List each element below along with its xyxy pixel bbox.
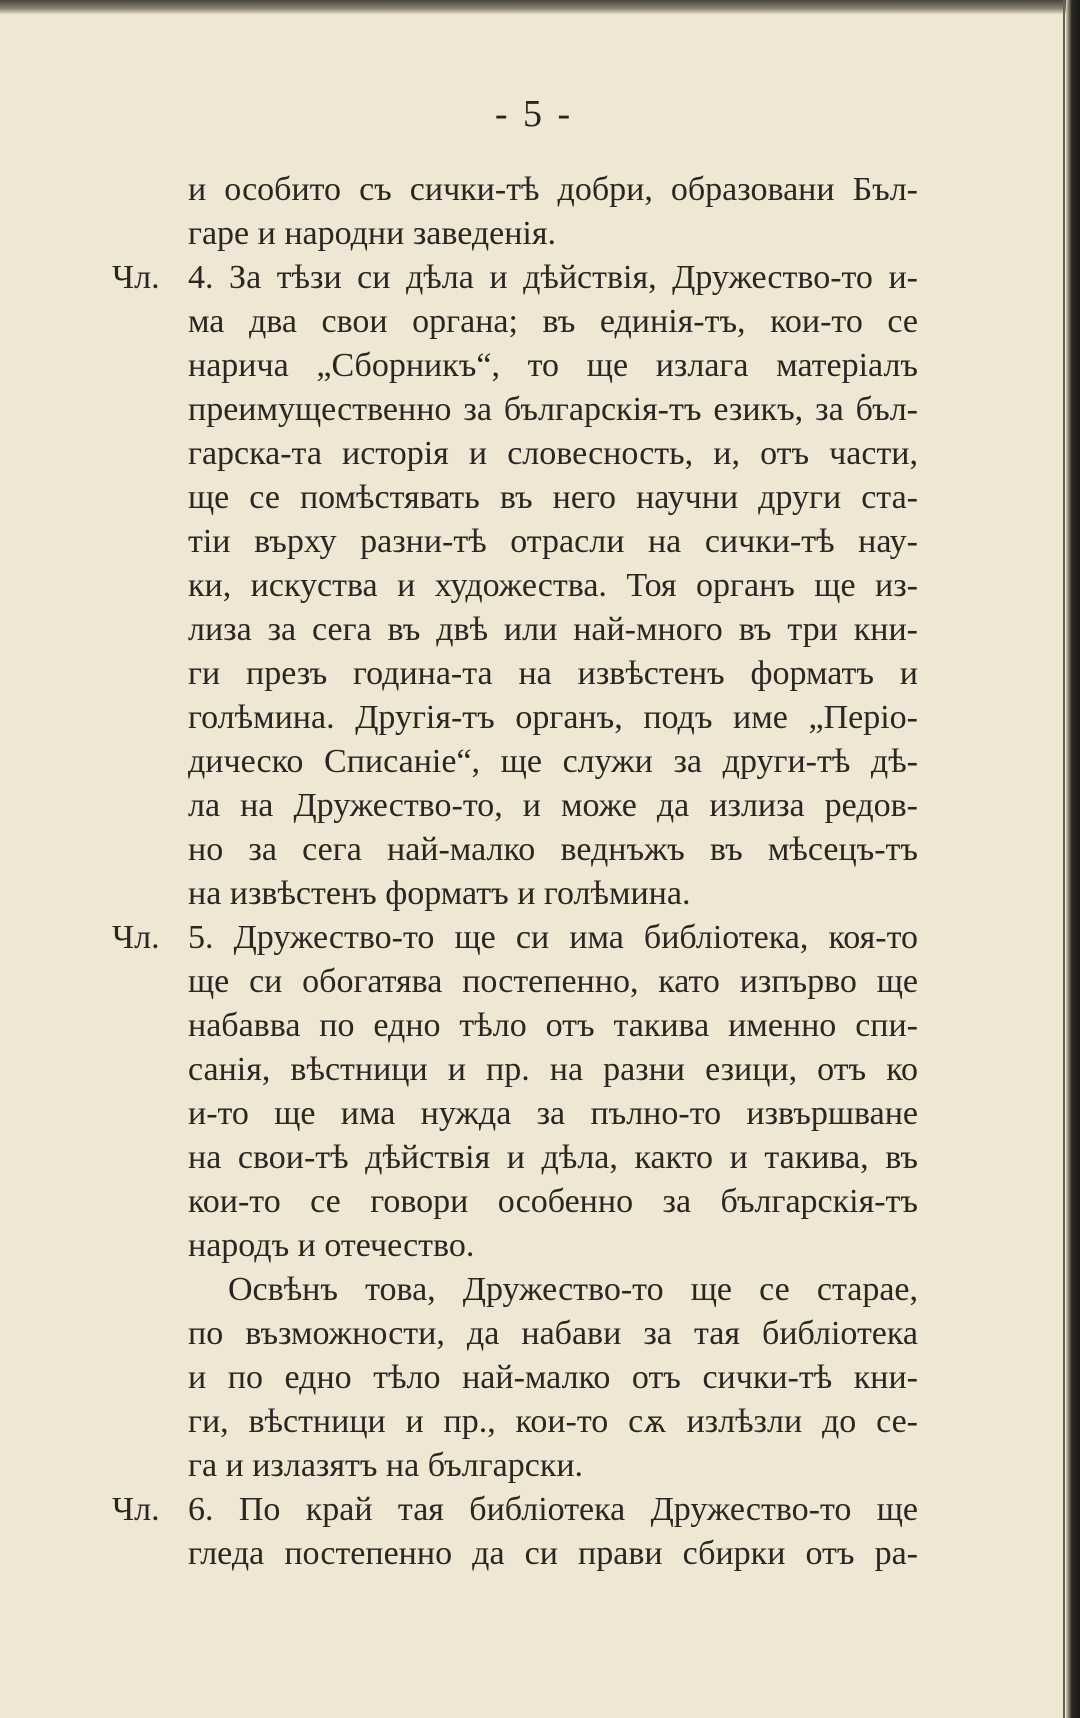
text-line: га и излазятъ на български. bbox=[188, 1447, 584, 1484]
text-line: ги презъ година-та на извѣстенъ форматъ и bbox=[188, 655, 918, 692]
text-line: ки, искуства и художества. Тоя органъ ще из- bbox=[188, 567, 918, 604]
article-marker: Чл. bbox=[112, 1491, 160, 1528]
text-line: и-то ще има нужда за пълно-то извършване bbox=[188, 1095, 918, 1132]
text-line: голѣмина. Другія-тъ органъ, подъ име „Періо- bbox=[188, 699, 918, 736]
text-line: гледа постепенно да си прави сбирки отъ ра- bbox=[188, 1535, 918, 1572]
text-line: ги, вѣстници и пр., кои-то сѫ излѣзли до се- bbox=[188, 1403, 918, 1440]
text-line: ще се помѣстявать въ него научни други ста- bbox=[188, 479, 918, 516]
text-line: на извѣстенъ форматъ и голѣмина. bbox=[188, 875, 691, 912]
right-margin-rule bbox=[1063, 0, 1065, 1718]
text-line: преимущественно за българскія-тъ езикъ, за бъл- bbox=[188, 391, 918, 428]
text-line: ма два свои органа; въ единія-тъ, кои-то се bbox=[188, 303, 918, 340]
text-line: санія, вѣстници и пр. на разни езици, отъ ко bbox=[188, 1051, 918, 1088]
text-line: на свои-тѣ дѣйствія и дѣла, както и такива, въ bbox=[188, 1139, 918, 1176]
text-line: тіи върху разни-тѣ отрасли на сички-тѣ нау- bbox=[188, 523, 918, 560]
text-line: но за сега най-малко веднъжъ въ мѣсецъ-тъ bbox=[188, 831, 918, 868]
text-line: 4. За тѣзи си дѣла и дѣйствія, Дружество-то и- bbox=[188, 259, 918, 296]
text-line: и особито съ сички-тѣ добри, образовани Бъл- bbox=[188, 171, 918, 208]
text-line: 5. Дружество-то ще си има библіотека, коя-то bbox=[188, 919, 918, 956]
text-line: гаре и народни заведенія. bbox=[188, 215, 557, 252]
text-line: и по едно тѣло най-малко отъ сички-тѣ кни- bbox=[188, 1359, 918, 1396]
text-line: гарска-та исторія и словесность, и, отъ части, bbox=[188, 435, 918, 472]
text-line: кои-то се говори особенно за българскія-тъ bbox=[188, 1183, 918, 1220]
text-line: Освѣнъ това, Дружество-то ще се старае, bbox=[228, 1271, 918, 1308]
text-line: дическо Списаніе“, ще служи за други-тѣ дѣ- bbox=[188, 743, 918, 780]
text-line: набавва по едно тѣло отъ такива именно спи- bbox=[188, 1007, 918, 1044]
text-line: лиза за сега въ двѣ или най-много въ три кни- bbox=[188, 611, 918, 648]
text-line: нарича „Сборникъ“, то ще излага матеріалъ bbox=[188, 347, 918, 384]
text-line: ла на Дружество-то, и може да излиза редов- bbox=[188, 787, 918, 824]
text-line: 6. По край тая библіотека Дружество-то ще bbox=[188, 1491, 918, 1528]
text-line: по възможности, да набави за тая библіотека bbox=[188, 1315, 918, 1352]
right-page-edge bbox=[1066, 0, 1080, 1718]
article-marker: Чл. bbox=[112, 259, 160, 296]
text-line: народъ и отечество. bbox=[188, 1227, 475, 1264]
text-line: ще си обогатява постепенно, като изпърво ще bbox=[188, 963, 918, 1000]
page-number: - 5 - bbox=[494, 93, 574, 135]
top-page-edge bbox=[0, 0, 1068, 14]
article-marker: Чл. bbox=[112, 919, 160, 956]
